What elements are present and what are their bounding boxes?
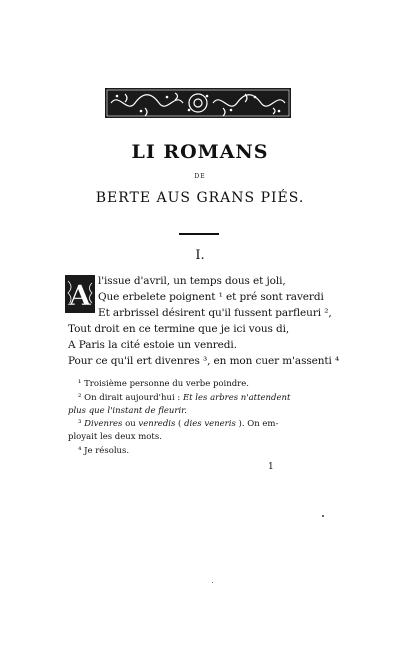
section-number: I. [195, 248, 205, 263]
footnote-2-text: ² On dirait aujourd'hui : [78, 393, 181, 403]
footnote-4: ⁴ Je résolus. [78, 446, 130, 456]
drop-cap-initial [65, 275, 95, 313]
footnote-3-word-a: Divenres [84, 419, 123, 429]
footnote-3-latin: dies veneris [184, 419, 236, 429]
footnote-3-tail: ). On em- [238, 419, 279, 429]
title-rule [179, 233, 219, 235]
title-connector: DE [194, 173, 206, 180]
footnote-2-italic: Et les arbres n'attendent [182, 393, 291, 403]
footnote-3 [78, 418, 278, 431]
footnote-3-or: ou [125, 419, 136, 429]
footnote-2-italic-cont: plus que l'instant de fleurir. [68, 406, 187, 416]
signature-mark: 1 [268, 462, 274, 472]
footnote-3-continued: ployait les deux mots. [68, 432, 162, 442]
book-title: LI ROMANS [131, 141, 269, 163]
book-subtitle: BERTE AUS GRANS PIÉS. [95, 190, 305, 206]
verse-line: l'issue d'avril, un temps dous et joli, [98, 275, 286, 287]
footnote-1: ¹ Troisième personne du verbe poindre. [78, 379, 249, 389]
decorative-headpiece [105, 88, 291, 118]
footnote-3-paren-open: ( [178, 419, 182, 429]
paper-speck [322, 515, 324, 517]
verse-line: Pour ce qu'il ert divenres ³, en mon cuer m'assenti ⁴ [68, 355, 340, 367]
verse-line: Tout droit en ce termine que je ici vous di, [68, 323, 290, 335]
verse-line: Que erbelete poignent ¹ et pré sont raverdi [98, 291, 324, 303]
svg-text:A: A [69, 279, 91, 312]
verse-line: Et arbrissel désirent qu'il fussent parfleuri ², [98, 307, 332, 319]
footnote-2 [78, 392, 290, 405]
paper-speck [212, 582, 213, 583]
verse-line: A Paris la cité estoie un venredi. [68, 339, 237, 351]
footnote-3-marker: ³ [78, 419, 82, 429]
footnote-2-continued [68, 405, 187, 418]
footnote-3-word-b: venredis [138, 419, 176, 429]
